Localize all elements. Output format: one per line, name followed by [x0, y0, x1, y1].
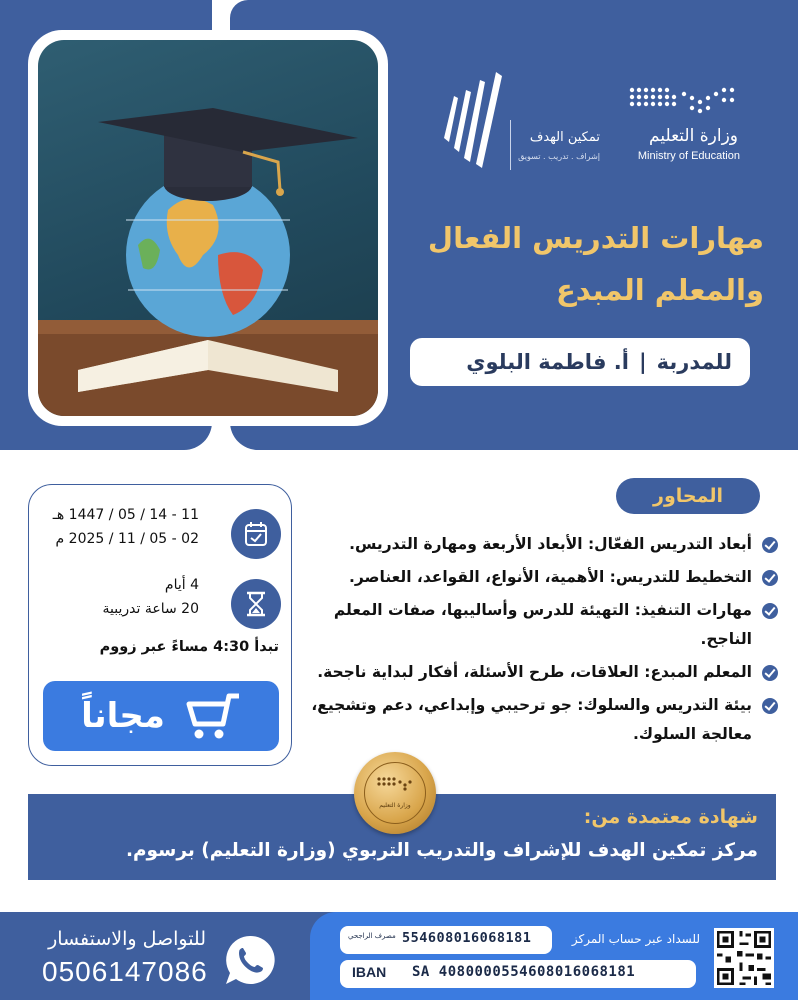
axis-text: مهارات التنفيذ: التهيئة للدرس وأساليبها، صفات المعلم الناجح. — [333, 601, 752, 648]
moe-name-english: Ministry of Education — [637, 150, 740, 162]
ministry-of-education-logo — [620, 80, 742, 170]
certificate-body: مركز تمكين الهدف للإشراف والتدريب التربوي (وزارة التعليم) برسوم. — [125, 840, 758, 861]
seal-ring — [364, 762, 426, 824]
whatsapp-icon[interactable] — [222, 932, 278, 988]
free-label: مجاناً — [81, 696, 165, 736]
start-time: تبدأ 4:30 مساءً عبر زووم — [99, 639, 279, 655]
graduation-globe-photo — [38, 40, 378, 416]
list-item — [302, 530, 780, 559]
tamkeen-center-logo — [440, 68, 600, 178]
check-circle-icon — [762, 698, 778, 714]
check-circle-icon — [762, 665, 778, 681]
qr-code-icon — [714, 928, 774, 988]
logo-divider — [510, 120, 511, 170]
axes-list — [302, 530, 780, 753]
axis-text: أبعاد التدريس الفعّال: الأبعاد الأربعة ومهارة التدريس. — [349, 535, 752, 553]
account-number: 554608016068181 — [402, 930, 532, 946]
qr-code[interactable] — [714, 928, 774, 988]
free-registration-button[interactable] — [43, 681, 279, 751]
course-title: مهارات التدريس الفعال والمعلم المبدع — [427, 221, 764, 307]
moe-dots-icon — [626, 84, 738, 116]
training-hours: 20 ساعة تدريبية — [102, 601, 199, 617]
gregorian-date: 02 - 05 / 11 / 2025 م — [55, 531, 199, 547]
check-circle-icon — [762, 570, 778, 586]
hourglass-icon — [231, 579, 281, 629]
center-name: تمكين الهدف — [529, 130, 600, 145]
trainer-name: أ. فاطمة البلوي — [466, 350, 629, 374]
seal-dots-icon — [375, 775, 415, 793]
moe-name-arabic: وزارة التعليم — [649, 126, 738, 146]
axis-text: بيئة التدريس والسلوك: جو ترحيبي وإبداعي، دعم وتشجيع، معالجة السلوك. — [311, 696, 752, 743]
iban-value: SA 4080000554608016068181 — [412, 964, 636, 980]
certificate-title: شهادة معتمدة من: — [583, 806, 758, 828]
calendar-icon — [231, 509, 281, 559]
axis-text: التخطيط للتدريس: الأهمية، الأنواع، القواعد، العناصر. — [349, 568, 752, 586]
trainer-separator: | — [638, 350, 647, 374]
axes-heading: المحاور — [616, 478, 760, 514]
list-item — [302, 658, 780, 687]
course-days: 4 أيام — [164, 577, 199, 593]
check-circle-icon — [762, 603, 778, 619]
trainer-label: للمدربة — [656, 350, 732, 374]
list-item — [302, 691, 780, 749]
list-item — [302, 563, 780, 592]
center-tagline: إشراف . تدريب . تسويق — [518, 152, 600, 161]
seal-text: وزارة التعليم — [379, 802, 411, 809]
iban-label: IBAN — [352, 964, 387, 980]
contact-label: للتواصل والاستفسار — [48, 928, 206, 950]
hijri-date: 11 - 14 / 05 / 1447 هـ — [52, 507, 199, 523]
trainer-pill — [410, 338, 750, 386]
certificate-seal — [354, 752, 436, 834]
axis-text: المعلم المبدع: العلاقات، طرح الأسئلة، أفكار لبداية ناجحة. — [317, 663, 752, 681]
list-item — [302, 596, 780, 654]
payment-label: للسداد عبر حساب المركز — [571, 932, 700, 946]
bank-logo: مصرف الراجحي — [348, 932, 396, 940]
schedule-card — [28, 484, 292, 766]
course-photo-frame — [28, 30, 388, 426]
iban-box[interactable] — [340, 960, 696, 988]
phone-number[interactable]: 0506147086 — [42, 956, 208, 987]
account-number-box[interactable] — [340, 926, 552, 954]
tamkeen-mark-icon — [440, 68, 506, 172]
shopping-cart-icon — [183, 692, 241, 740]
check-circle-icon — [762, 537, 778, 553]
